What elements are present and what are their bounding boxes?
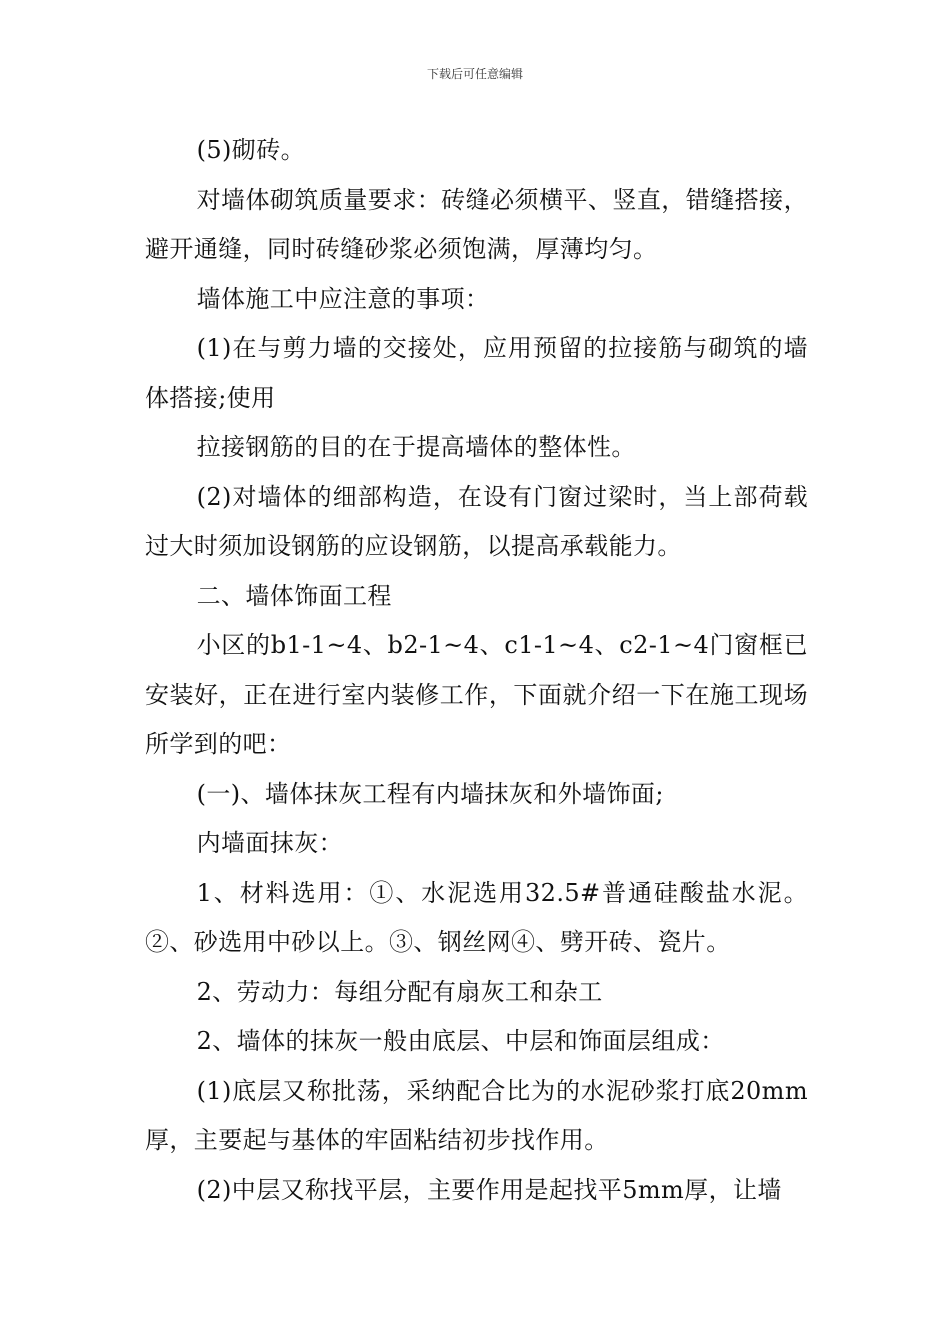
paragraph: (1)在与剪力墙的交接处，应用预留的拉接筋与砌筑的墙体搭接;使用 xyxy=(145,334,808,412)
paragraph: 2、墙体的抹灰一般由底层、中层和饰面层组成： xyxy=(196,1027,725,1055)
paragraph: 墙体施工中应注意的事项： xyxy=(196,284,490,313)
paragraph: 2、劳动力：每组分配有扇灰工和杂工 xyxy=(196,977,603,1006)
paragraph: (2)中层又称找平层，主要作用是起找平5mm厚，让墙 xyxy=(196,1175,782,1204)
paragraph: (2)对墙体的细部构造，在设有门窗过梁时，当上部荷载过大时须加设钢筋的应设钢筋，以提高承载能力。 xyxy=(145,482,808,560)
document-body xyxy=(145,126,808,1215)
section-heading: 二、墙体饰面工程 xyxy=(196,581,392,610)
paragraph: 对墙体砌筑质量要求：砖缝必须横平、竖直，错缝搭接，避开通缝，同时砖缝砂浆必须饱满，厚薄均匀。 xyxy=(145,185,808,263)
paragraph: 小区的b1-1~4、b2-1~4、c1-1~4、c2-1~4门窗框已安装好，正在进行室内装修工作，下面就介绍一下在施工现场所学到的吧： xyxy=(145,631,808,758)
paragraph: 拉接钢筋的目的在于提高墙体的整体性。 xyxy=(196,433,636,461)
paragraph: 内墙面抹灰： xyxy=(196,829,343,857)
paragraph: (5)砌砖。 xyxy=(196,136,305,164)
paragraph: (1)底层又称批荡，采纳配合比为的水泥砂浆打底20mm厚，主要起与基体的牢固粘结初步找作用。 xyxy=(145,1076,808,1154)
paragraph: 1、材料选用：①、水泥选用32.5#普通硅酸盐水泥。②、砂选用中砂以上。③、钢丝网④、劈开砖、瓷片。 xyxy=(145,878,808,956)
page-header-note: 下载后可任意编辑 xyxy=(426,67,523,81)
subsection-heading: (一)、墙体抹灰工程有内墙抹灰和外墙饰面; xyxy=(196,779,664,808)
